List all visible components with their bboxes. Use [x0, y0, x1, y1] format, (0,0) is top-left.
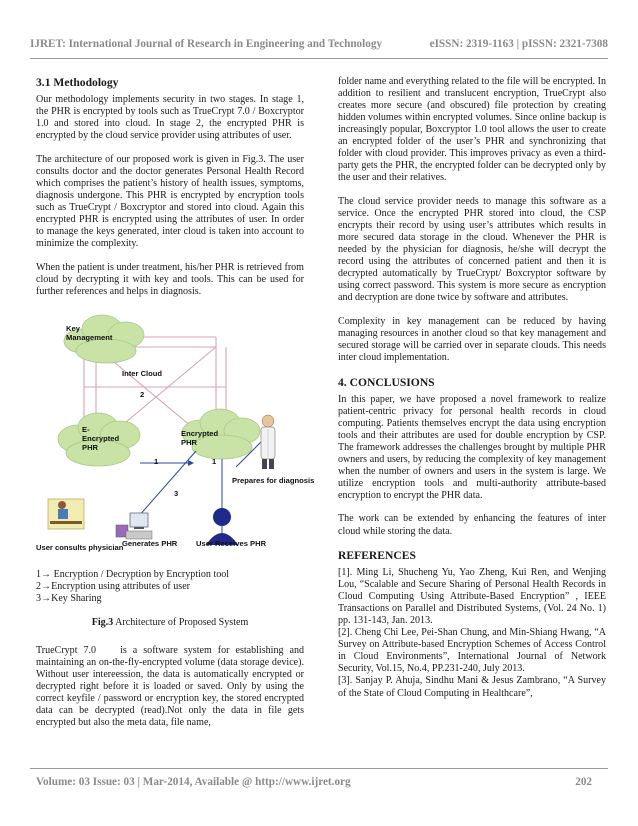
- section-heading-methodology: 3.1 Methodology: [36, 76, 119, 89]
- journal-name: IJRET: International Journal of Research in Engineering and Technology: [30, 38, 383, 50]
- architecture-figure: [36, 307, 315, 559]
- legend-item: 2→Encryption using attributes of user: [36, 580, 191, 592]
- footer-rule: [30, 768, 608, 769]
- architecture-diagram: [36, 307, 304, 559]
- paragraph: TrueCrypt 7.0 is a software system for establishing and maintaining an on-the-fly-encrypted volume (data storage device). Without user intereession, the data is automatically encrypted or decrypted right before it is loaded or saved. Only by using the correct keyfile / password or encryption key, the stored encrypted data can be decrypted (read).Not only the data in file gets encrypted but also the meta data, file name,: [36, 644, 307, 729]
- step-3-label: 3: [174, 488, 179, 498]
- paragraph: Complexity in key management can be reduced by having managing resources in another cloud so that key management and secured storage will be carried over in separate clouds. This needs inter cloud implementation.: [338, 315, 606, 363]
- paragraph: The cloud service provider needs to manage this software as a service. Once the encrypted PHR stored into cloud, the CSP encrypts their record by using user’s attributes which results in more secured data storage in the cloud. Whenever the PHR is needed by the physician for diagnosis, he/she will decrypt the record using the attributes of concerned patient and then it is decrypted automatically by TrueCrypt/ Boxcryptor software by using correct password. This system is more secure as encryption and decryption are done twice by software and attributes.: [338, 195, 606, 304]
- paragraph: Our methodology implements security in two stages. In stage 1, the PHR is encrypted by tools such as TrueCrypt 7.0 / Boxcryptor 1.0 and stored into cloud. In stage 2, the encrypted PHR is encrypted by the cloud service provider using attributes of user.: [36, 94, 304, 142]
- arrowhead: [188, 460, 194, 466]
- prepares-diagnosis-label: Prepares for diagnosis: [232, 475, 315, 485]
- user-receives-label: User Receives PHR: [196, 538, 267, 548]
- paragraph: In this paper, we have proposed a novel framework to realize patient-centric privacy for personal health records in cloud computing. Patients themselves encrypt the data using encryption tools and their attributes are used for double encryption by CSP. The framework addresses the challenges brought by multiple PHR owners and users, by reducing the complexity of key management when the number of owners and users in the system is large. We utilize encryption tools and multi-authority attribute-based encryption to encrypt the PHR data.: [338, 393, 606, 501]
- step-1-label: 1: [212, 456, 217, 466]
- step-1-label: 1: [154, 456, 159, 466]
- header-rule: [30, 58, 608, 59]
- issn: eISSN: 2319-1163 | pISSN: 2321-7308: [429, 38, 608, 50]
- inter-cloud-label: Inter Cloud: [122, 368, 163, 378]
- reference-item: [2]. Cheng Chi Lee, Pei-Shan Chung, and Min-Shiang Hwang, “A Survey on Attribute-based Encryption Schemes of Access Control in Cloud Environments”, International Journal of Network Security, Vol.15, No.4, PP.231-240, July 2013.: [338, 627, 606, 675]
- paragraph: The architecture of our proposed work is given in Fig.3. The user consults doctor and the doctor generates Personal Health Record which comprises the patient’s history of health issues, symptoms, diagnosis undergone. This PHR is encrypted by encryption tools such as TrueCrypt / Boxcryptor and stored into cloud. Again this encrypted PHR is encrypted using the attributes of user. In order to manage the keys generated, inter cloud is taken into account to minimize the complexity.: [36, 153, 304, 250]
- paragraph: When the patient is under treatment, his/her PHR is retrieved from cloud by decrypting it with key and tools. This can be used for further references and helps in diagnosis.: [36, 261, 304, 297]
- arrow-key-sharing: [138, 451, 196, 517]
- patient-desk-icon: [48, 499, 84, 529]
- volume-info: Volume: 03 Issue: 03 | Mar-2014, Available @ http://www.ijret.org: [36, 776, 351, 788]
- left-column: [36, 76, 315, 729]
- section-heading-conclusions: 4. CONCLUSIONS: [338, 375, 435, 389]
- reference-list: [338, 567, 606, 700]
- paragraph: folder name and everything related to the file will be encrypted. In addition to resilient and translucent encryption, TrueCrypt also creates more secure (and obscured) file protection by creating hidden volumes within encrypted volumes. Since online backup is increasingly popular, Boxcryptor 1.0 tool allows the user to create an encrypted folder of the user’s PHR and synchronizing that folder with cloud provider. This improves privacy as even a third-party gets the PHR, the encrypted folder can be decrypted only by the user and their relatives.: [338, 76, 606, 184]
- encrypted-phr-label: Encrypted PHR: [181, 428, 219, 447]
- reference-item: [1]. Ming Li, Shucheng Yu, Yao Zheng, Kui Ren, and Wenjing Lou, “Scalable and Secure Sharing of Personal Health Records in Cloud Computing Using Attribute-Based Encryption” , IEEE Transactions on Parallel and Distributed Systems, (Vol. 24 No. 1) pp. 131-143, Jan. 2013.: [338, 567, 606, 627]
- key-management-label: Key Management: [66, 323, 113, 342]
- caption-text: Architecture of Proposed System: [113, 616, 249, 628]
- legend-item: 1→ Encryption / Decryption by Encryption tool: [36, 568, 230, 580]
- step-2-label: 2: [140, 389, 145, 399]
- figure-caption: [36, 617, 304, 629]
- page-number: 202: [575, 776, 592, 788]
- legend-item: 3→Key Sharing: [36, 592, 102, 604]
- paragraph: The work can be extended by enhancing the features of inter cloud while storing the data.: [338, 513, 606, 537]
- running-footer: [36, 776, 592, 788]
- caption-label: Fig.3: [91, 616, 114, 628]
- computer-icon: [116, 513, 152, 539]
- reference-item: [3]. Sanjay P. Ahuja, Sindhu Mani & Jesus Zambrano, “A Survey of the State of Cloud Computing in Healthcare”,: [338, 675, 606, 699]
- user-consults-label: User consults physician: [36, 542, 124, 552]
- e-encrypted-phr-label: E- Encrypted PHR: [82, 424, 120, 452]
- running-header: [30, 38, 608, 50]
- section-heading-references: REFERENCES: [338, 549, 416, 563]
- doctor-figure: [261, 415, 275, 469]
- right-column: [338, 76, 606, 700]
- figure-legend: [36, 569, 304, 605]
- generates-phr-label: Generates PHR: [122, 538, 178, 548]
